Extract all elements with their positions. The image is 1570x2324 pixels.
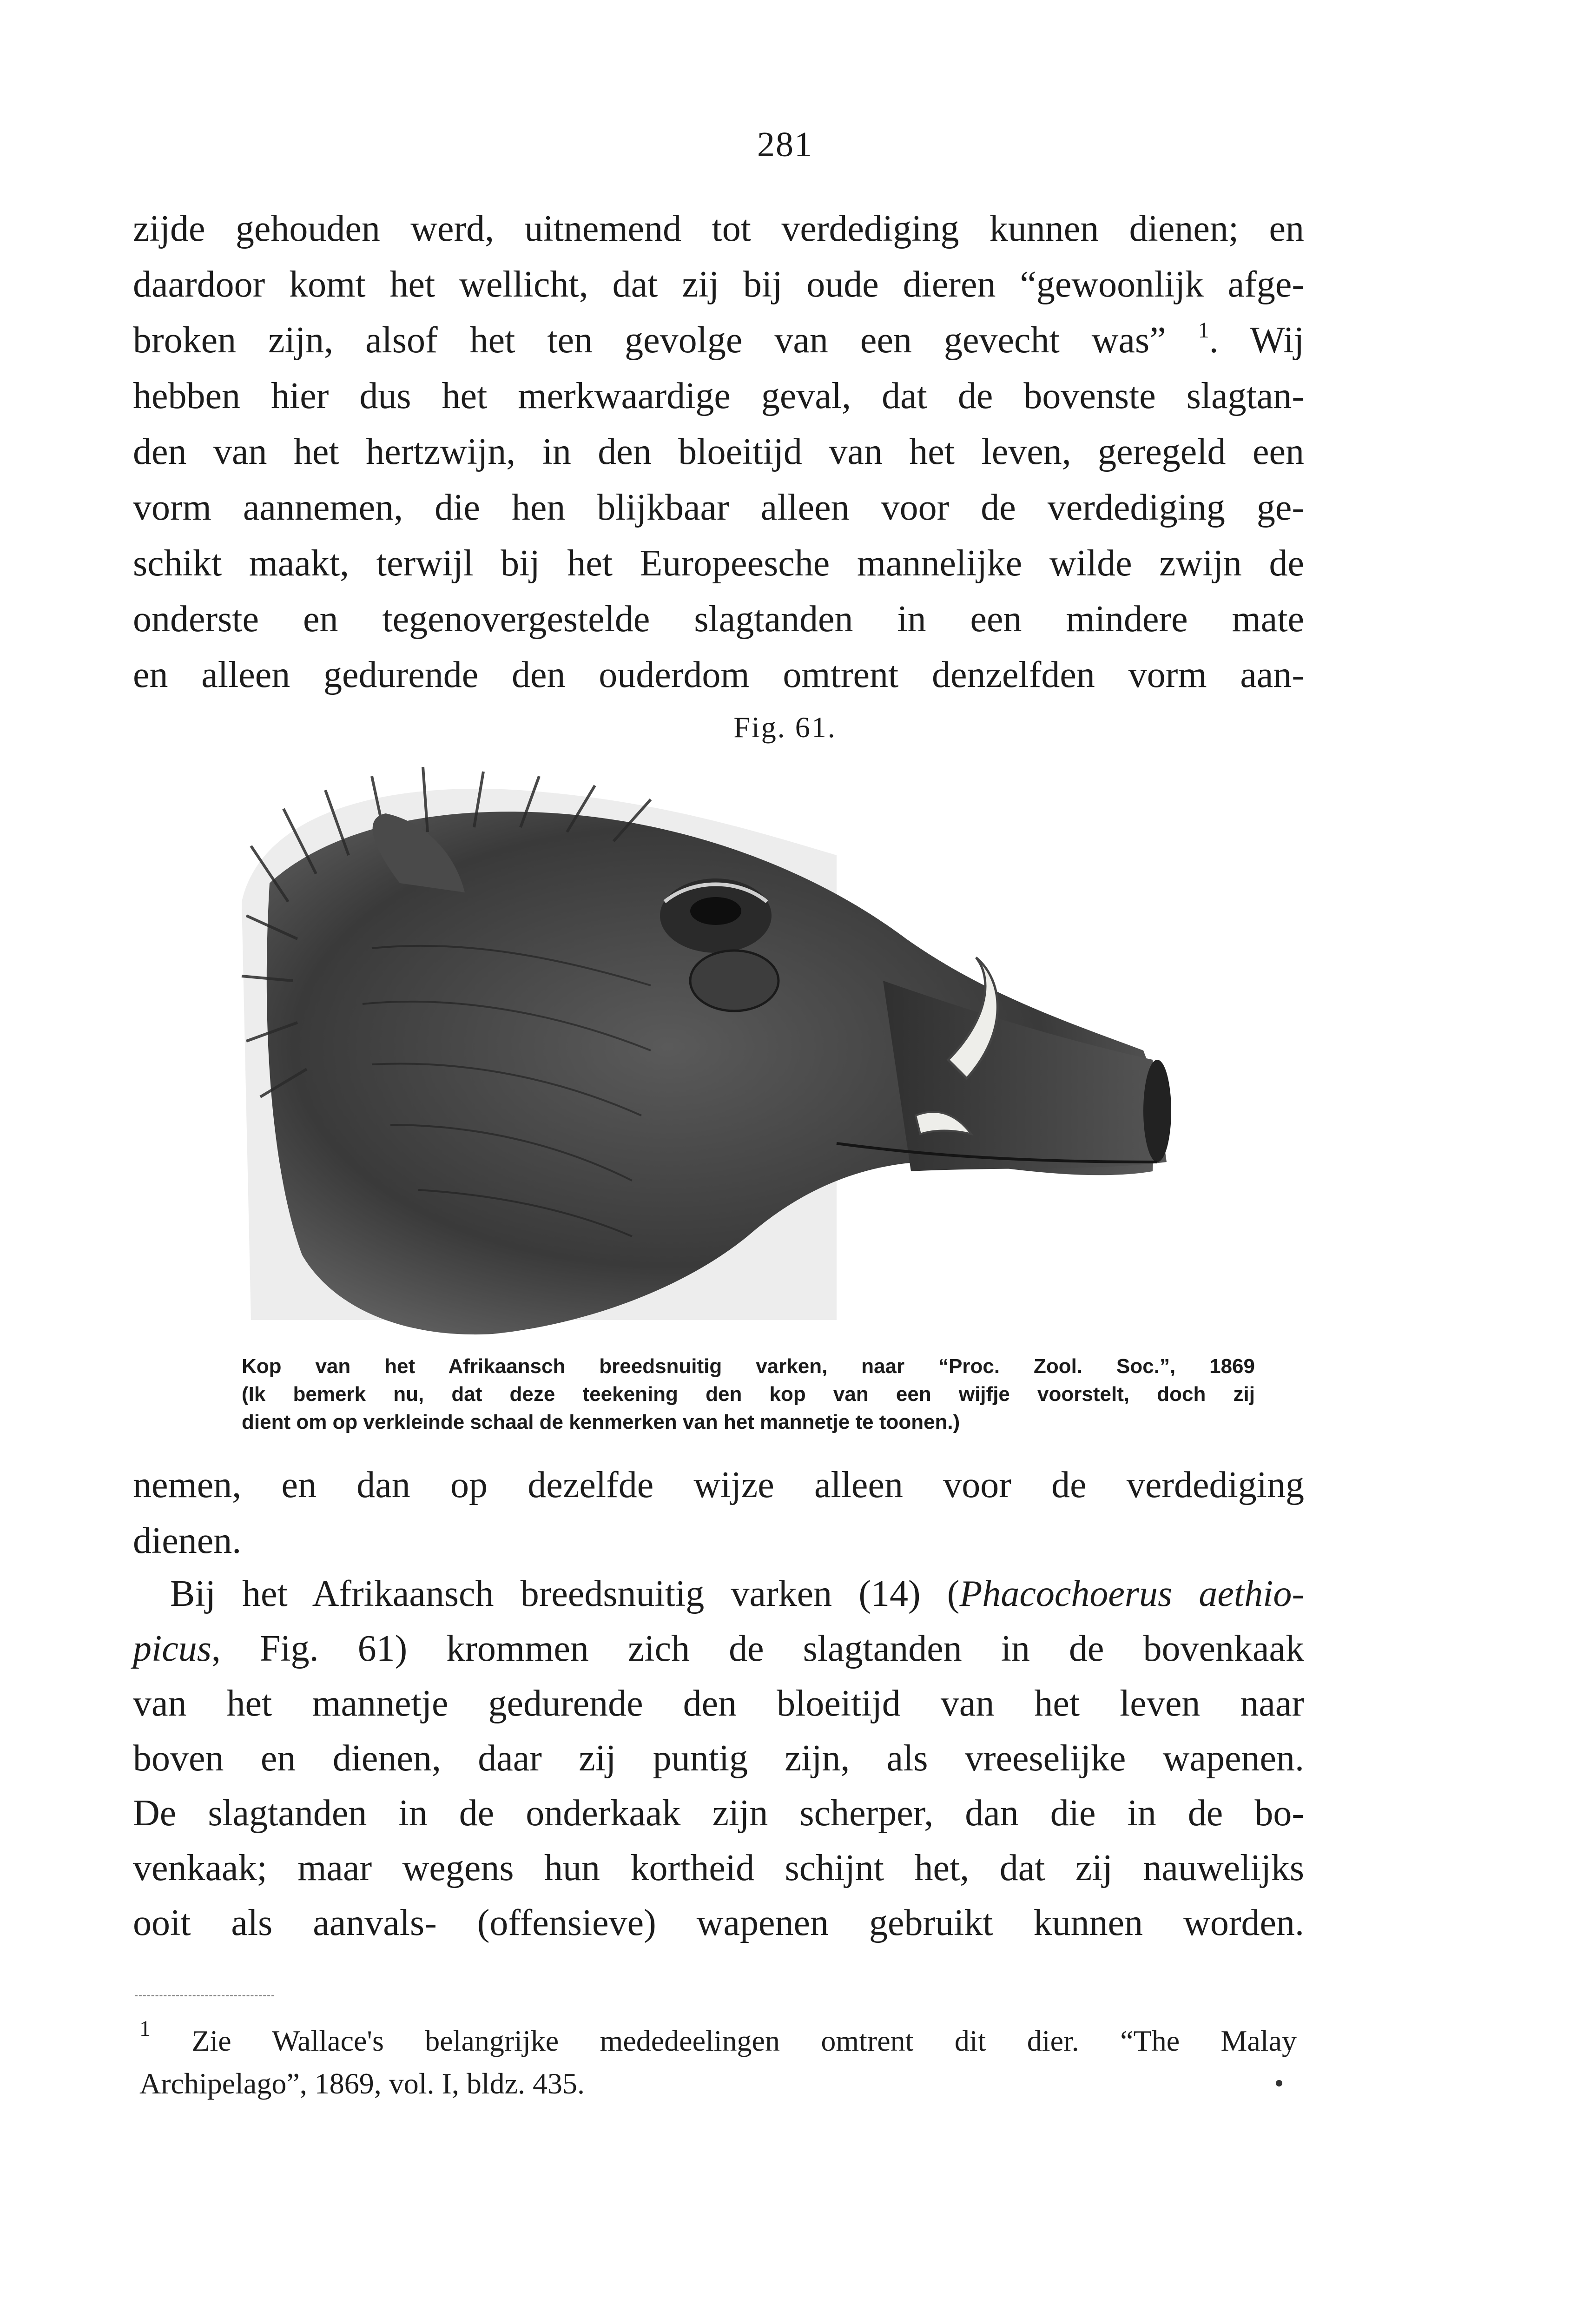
paragraph-3 <box>133 1566 1304 1950</box>
text-line: boven en dienen, daar zij puntig zijn, als vreeselijke wapenen. <box>133 1738 1304 1779</box>
text-line: den van het hertzwijn, in den bloeitijd van het leven, geregeld een <box>133 431 1304 472</box>
caption-line: (Ik bemerk nu, dat deze teekening den kop van een wijfje voorstelt, doch zij <box>242 1383 1255 1406</box>
text-line: zijde gehouden werd, uitnemend tot verdediging kunnen dienen; en <box>133 208 1304 249</box>
caption-line: Kop van het Afrikaansch breedsnuitig varken, naar “Proc. Zool. Soc.”, 1869 <box>242 1355 1255 1378</box>
paragraph-2 <box>133 1457 1304 1569</box>
text-line: venkaak; maar wegens hun kortheid schijnt het, dat zij nauwelijks <box>133 1848 1304 1888</box>
print-speck <box>1276 2080 1282 2086</box>
footnote <box>139 2016 1297 2105</box>
footnote-ref[interactable]: 1 <box>1198 318 1209 343</box>
caption-line: dient om op verkleinde schaal de kenmerken van het mannetje te toonen.) <box>242 1411 960 1433</box>
text-fragment: Bij het Afrikaansch breedsnuitig varken (14) ( <box>170 1573 960 1614</box>
figure-label: Fig. 61. <box>733 711 837 744</box>
footnote-divider <box>135 1995 274 1996</box>
text-line: en alleen gedurende den ouderdom omtrent denzelfden vorm aan- <box>133 654 1304 695</box>
text-line: schikt maakt, terwijl bij het Europeesche mannelijke wilde zwijn de <box>133 543 1304 584</box>
text-fragment: Zie Wallace's belangrijke mededeelingen omtrent dit dier. “The Malay <box>191 2024 1297 2057</box>
footnote-line <box>139 2016 1297 2062</box>
text-fragment: broken zijn, alsof het ten gevolge van een gevecht was” <box>133 320 1166 361</box>
text-line <box>133 1566 1304 1621</box>
text-line: van het mannetje gedurende den bloeitijd van het leven naar <box>133 1683 1304 1724</box>
species-name: picus <box>133 1628 211 1669</box>
text-fragment: . Wij <box>1209 320 1304 361</box>
text-line: hebben hier dus het merkwaardige geval, dat de bovenste slagtan- <box>133 376 1304 416</box>
paragraph-1 <box>133 201 1304 703</box>
figure-caption <box>242 1353 1255 1436</box>
text-line: De slagtanden in de onderkaak zijn scherper, dan die in de bo- <box>133 1793 1304 1834</box>
text-line: onderste en tegenovergestelde slagtanden in een mindere mate <box>133 599 1304 640</box>
page-number: 281 <box>757 125 813 164</box>
warthog-head-illustration <box>232 762 1301 1339</box>
text-line <box>133 1621 1304 1676</box>
species-name: Phacochoerus aethio- <box>959 1573 1304 1614</box>
text-line: vorm aannemen, die hen blijkbaar alleen voor de verdediging ge- <box>133 487 1304 528</box>
text-line: nemen, en dan op dezelfde wijze alleen voor de verdediging <box>133 1465 1304 1505</box>
text-line: ooit als aanvals- (offensieve) wapenen gebruikt kunnen worden. <box>133 1902 1304 1943</box>
text-line: dienen. <box>133 1520 242 1561</box>
text-line: daardoor komt het wellicht, dat zij bij oude dieren “gewoonlijk afge- <box>133 264 1304 305</box>
text-line <box>133 312 1304 368</box>
footnote-marker: 1 <box>139 2016 151 2041</box>
text-fragment: , Fig. 61) krommen zich de slagtanden in de bovenkaak <box>211 1628 1304 1669</box>
footnote-line: Archipelago”, 1869, vol. I, bldz. 435. <box>139 2067 585 2100</box>
